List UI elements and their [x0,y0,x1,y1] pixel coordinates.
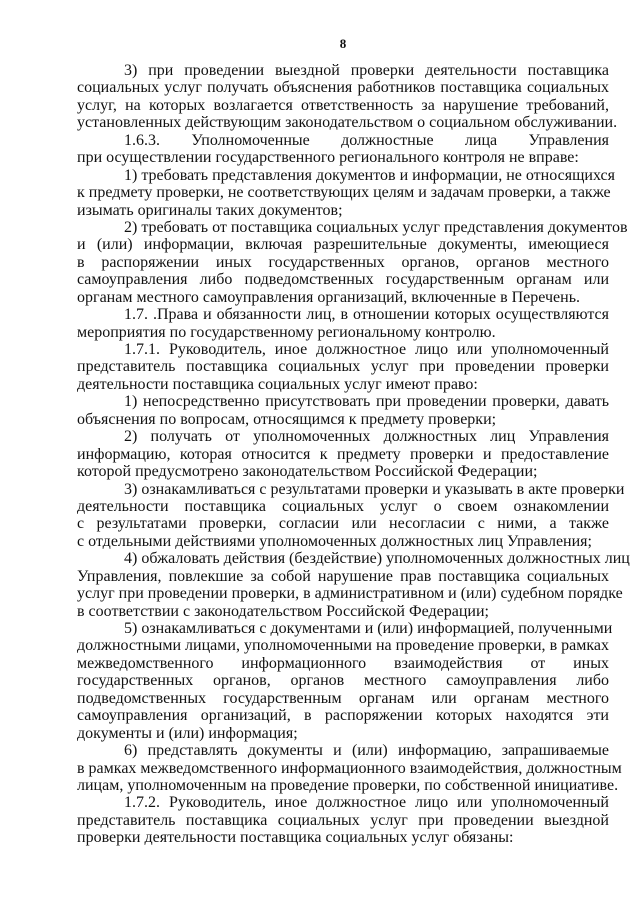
text-line: услуг при проведении проверки, в административном и (или) судебном порядке [77,585,623,603]
paragraph [77,306,609,341]
text-line: 2) получать от уполномоченных должностных лиц Управления [124,428,609,446]
paragraph [77,218,628,306]
text-line: 1.7.2. Руководитель, иное должностное лицо или уполномоченный [124,794,609,812]
text-line: 4) обжаловать действия (бездействие) уполномоченных должностных лиц [124,550,630,568]
paragraph [77,132,609,167]
text-line: органам местного самоуправления организаций, включенные в Перечень. [77,288,580,306]
document-body [77,62,630,847]
text-line: 1.6.3. Уполномоченные должностные лица Управления [124,131,609,149]
text-line: представитель поставщика социальных услуг при проведении выездной [77,811,609,829]
text-line: лицам, уполномоченным на проведение проверки, по собственной инициативе. [77,776,619,794]
text-line: должностными лицами, уполномоченными на проведение проверки, в рамках [77,637,609,655]
text-line: социальных услуг получать объяснения работников поставщика социальных [77,79,609,97]
text-line: при осуществлении государственного регионального контроля не вправе: [77,149,579,167]
text-line: 1) требовать представления документов и информации, не относящихся [124,166,615,184]
text-line: с результатами проверки, согласии или несогласии с ними, а также [77,515,609,533]
text-line: услуг, на которых возлагается ответственность за нарушение требований, [77,96,609,114]
text-line: 6) представлять документы и (или) информацию, запрашиваемые [124,742,609,760]
paragraph [77,341,609,393]
text-line: Управления, повлекшие за собой нарушение прав поставщика социальных [77,567,609,585]
text-line: представитель поставщика социальных услуг при проведении проверки [77,358,609,376]
paragraph [77,393,609,428]
text-line: в соответствии с законодательством Российской Федерации; [77,602,489,620]
text-line: самоуправления организаций, в распоряжении которых находятся эти [77,707,609,725]
text-line: деятельности поставщика социальных услуг о своем ознакомлении [77,497,609,515]
text-line: с отдельными действиями уполномоченных должностных лиц Управления; [77,532,592,550]
text-line: 2) требовать от поставщика социальных услуг представления документов [124,218,628,236]
paragraph [77,166,615,219]
paragraph [77,550,630,620]
paragraph [77,62,618,132]
text-line: объяснения по вопросам, относящимся к предмету проверки; [77,410,497,428]
text-line: в рамках межведомственного информационного взаимодействия, должностным [77,759,622,777]
text-line: подведомственных государственным органам или органам местного [77,689,609,707]
page-number: 8 [339,36,347,51]
text-line: государственных органов, органов местного самоуправления либо [77,672,609,690]
text-line: и (или) информации, включая разрешительные документы, имеющиеся [77,236,609,254]
text-line: 1.7. .Права и обязанности лиц, в отношении которых осуществляются [124,306,609,324]
text-line: самоуправления либо подведомственных государственным органам или [77,271,609,289]
text-line: 1) непосредственно присутствовать при проведении проверки, давать [124,393,609,411]
paragraph [77,480,625,551]
text-line: к предмету проверки, не соответствующих целям и задачам проверки, а также [77,184,611,202]
paragraph [77,620,613,742]
paragraph [77,428,609,480]
text-line: межведомственного информационного взаимодействия от иных [77,654,609,672]
text-line: мероприятия по государственному региональному контролю. [77,323,496,341]
text-line: 5) ознакамливаться с документами и (или) информацией, полученными [124,620,613,637]
text-line: проверки деятельности поставщика социальных услуг обязаны: [77,829,514,847]
text-line: 3) при проведении выездной проверки деятельности поставщика [124,62,609,79]
text-line: информацию, которая относится к предмету проверки и предоставление [77,445,609,463]
paragraph [77,794,609,846]
text-line: 1.7.1. Руководитель, иное должностное лицо или уполномоченный [124,341,609,358]
text-line: изымать оригиналы таких документов; [77,201,343,219]
text-line: 3) ознакамливаться с результатами проверки и указывать в акте проверки [124,480,625,498]
text-line: в распоряжении иных государственных органов, органов местного [77,253,609,271]
text-line: деятельности поставщика социальных услуг имеют право: [77,375,478,393]
text-line: которой предусмотрено законодательством Российской Федерации; [77,463,538,481]
paragraph [77,742,622,794]
text-line: установленных действующим законодательством о социальном обслуживании. [77,114,618,132]
text-line: документы и (или) информация; [77,724,298,742]
